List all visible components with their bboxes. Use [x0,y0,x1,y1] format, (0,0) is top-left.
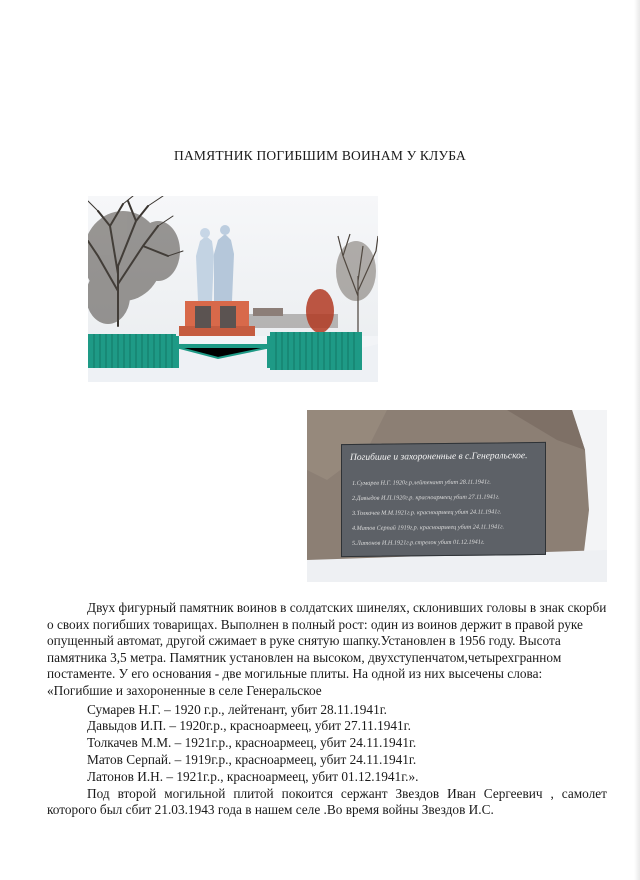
list-item: Матов Серпай. – 1919г.р., красноармеец, убит 24.11.1941г. [87,751,417,767]
monument-photo [88,196,378,382]
plaque-line: 3.Толкачев М.М.1921г.р. красноармеец убит 24.11.1941г. [352,508,502,517]
scan-edge-shadow [634,0,640,880]
body-text [47,600,607,819]
list-item: Латонов И.Н. – 1921г.р., красноармеец, убит 01.12.1941г.». [87,768,419,784]
list-item: Толкачев М.М. – 1921г.р., красноармеец, убит 24.11.1941г. [87,735,417,751]
page-title: ПАМЯТНИК ПОГИБШИМ ВОИНАМ У КЛУБА [174,148,466,163]
plaque-line: 5.Латонов И.Н.1921г.р.стрелок убит 01.12.1941г. [352,538,485,547]
description-paragraph: Двух фигурный памятник воинов в солдатских шинелях, склонивших головы в знак скорби о своих погибших товарищах. Выполнен в полный рост: один из воинов держит в правой руке опущенный автомат, другой сжимает в руке снятую шапку.Установлен в 1956 году. Высота памятника 3,5 метра. Памятник установлен на высоком, двухступенчатом,четырехгранном постаменте. У его основания - две могильные плиты. На одной из них высечены слова: «Погибшие и захороненные в селе Генеральское [47,600,607,698]
plaque-heading: Погибшие и захороненные в с.Генеральское. [350,451,528,463]
fallen-list [47,702,607,786]
list-item: Давыдов И.П. – 1920г.р., красноармеец, убит 27.11.1941г. [87,718,411,734]
plaque-line: 4.Матов Серпай 1919г.р. красноармеец убит 24.11.1941г. [352,523,505,532]
plaque-line: 1.Сумарев Н.Г. 1920г.р.лейтенант убит 28.11.1941г. [352,478,491,487]
list-item: Сумарев Н.Г. – 1920 г.р., лейтенант, убит 28.11.1941г. [87,701,388,717]
plaque-line: 2.Давыдов И.П.1920г.р. красноармеец убит 27.11.1941г. [352,493,500,502]
second-plate-paragraph: Под второй могильной плитой покоится сержант Звездов Иван Сергеевич , самолет которого был сбит 21.03.1943 года в нашем селе .Во время войны Звездов И.С. [47,785,607,818]
memorial-stone-photo [307,410,607,582]
memorial-plaque [341,442,546,557]
